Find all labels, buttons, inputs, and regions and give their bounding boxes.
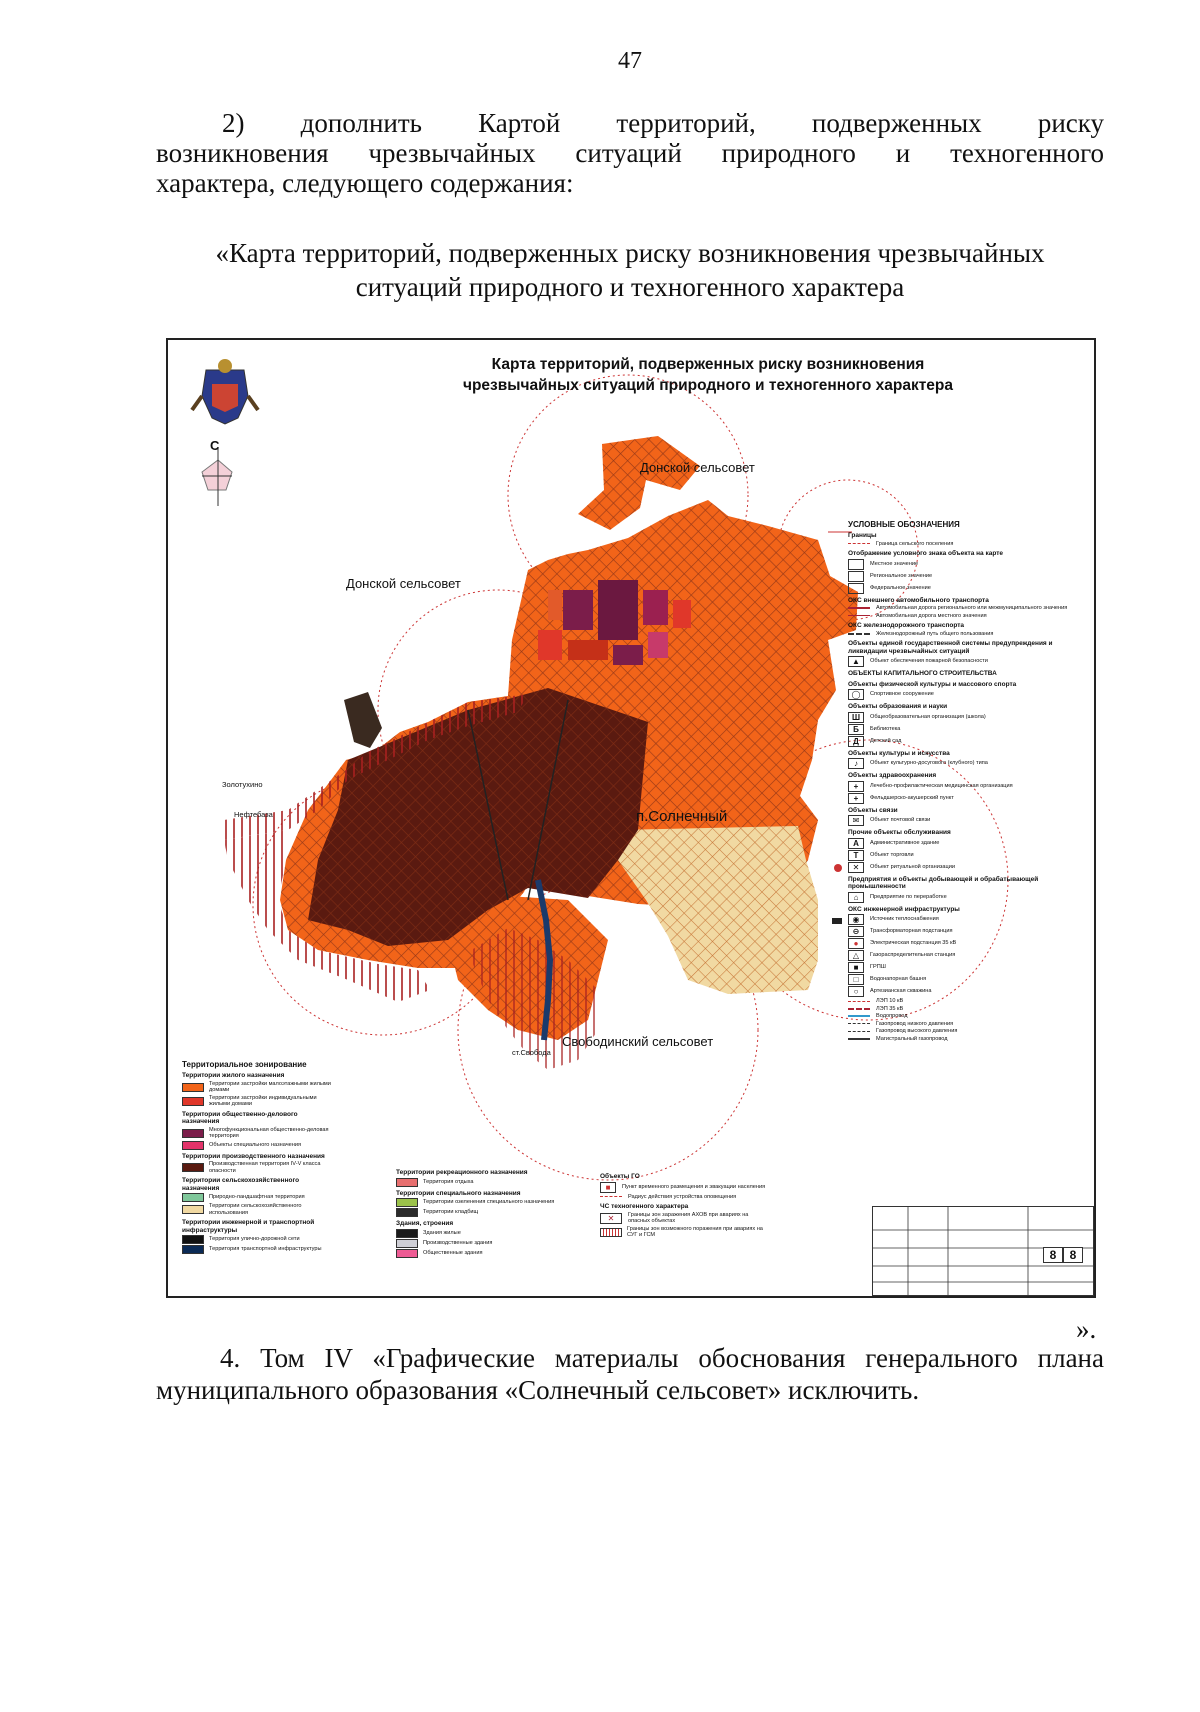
legend-item [396, 1249, 556, 1258]
label-solnechny: п.Солнечный [636, 808, 728, 825]
legend-item-text: Территории озеленения специального назначения [423, 1199, 555, 1206]
legend-item [848, 758, 1078, 769]
legend-item-text: Автомобильная дорога регионального или межмуниципального значения [876, 605, 1068, 611]
legend-item-text: Административное здание [870, 839, 940, 846]
line-swatch [848, 1001, 870, 1002]
legend-item [182, 1193, 332, 1202]
legend-item-text: Природно-ландшафтная территория [209, 1194, 305, 1201]
legend-item [600, 1226, 770, 1239]
label-west-1: Золотухино [222, 780, 263, 789]
kindergarten-icon: Д [848, 736, 864, 747]
legend-item-text: Региональное значение [870, 572, 933, 579]
label-donskoy-top: Донской сельсовет [640, 460, 755, 475]
legend-item-text: Газораспределительная станция [870, 952, 956, 959]
school-icon: Ш [848, 712, 864, 723]
legend-item [848, 793, 1078, 804]
legend-item [848, 892, 1078, 903]
line-swatch [600, 1196, 622, 1197]
color-swatch [396, 1178, 418, 1187]
legend-item [848, 724, 1078, 735]
color-swatch [396, 1239, 418, 1248]
title-block [872, 1206, 1094, 1296]
legend-item-text: Источник теплоснабжения [870, 916, 939, 923]
medical-icon: + [848, 781, 864, 792]
color-swatch [396, 1198, 418, 1207]
map-heading-line-2: ситуаций природного и техногенного характера [355, 272, 905, 302]
agricultural-zone [616, 826, 818, 994]
north-label: С [210, 438, 220, 453]
legend-item-text: Территория отдыха [423, 1178, 474, 1185]
legend-item-text: Многофункциональная общественно-деловая территория [209, 1126, 329, 1139]
label-west-2: Нефтебаза [234, 810, 273, 819]
legend-item [848, 1006, 1078, 1013]
legend-item [848, 838, 1078, 849]
map-title [428, 354, 988, 396]
legend-civil-defense [600, 1170, 770, 1240]
color-swatch [182, 1163, 204, 1172]
legend-item [848, 998, 1078, 1005]
color-swatch [396, 1249, 418, 1258]
hazard-zone-icon: ✕ [600, 1213, 622, 1224]
intro-line-1: 2) дополнить Картой территорий, подверженных риску [222, 108, 1104, 138]
legend-item-text: Водонапорная башня [870, 976, 927, 983]
legend-item [848, 986, 1078, 997]
line-swatch [848, 607, 870, 609]
line-swatch [848, 1023, 870, 1024]
legend-item [396, 1198, 556, 1207]
color-swatch [396, 1229, 418, 1238]
factory-icon: ⌂ [848, 892, 864, 903]
legend-item [396, 1208, 556, 1217]
legend-item [848, 583, 1078, 594]
legend-item-text: Лечебно-профилактическая медицинская организация [870, 782, 1013, 789]
color-swatch [182, 1235, 204, 1244]
legend-item-text: Радиус действия устройства оповещения [628, 1193, 737, 1200]
legend-item [848, 914, 1078, 925]
legend-section: ОКС инженерной инфраструктуры [848, 905, 960, 913]
legend-item-text: Трансформаторная подстанция [870, 928, 953, 935]
legend-section: Здания, строения [396, 1220, 454, 1227]
legend-item-text: ЛЭП 10 кВ [876, 998, 904, 1004]
legend-item [600, 1182, 770, 1193]
ritual-icon: ✕ [848, 862, 864, 873]
legend-item [848, 1028, 1078, 1035]
legend-item-text: Территории сельскохозяйственного использования [209, 1203, 302, 1216]
legend-section: Территории инженерной и транспортной инфраструктуры [182, 1219, 315, 1234]
map-title-line-2: чрезвычайных ситуаций природного и техногенного характера [462, 377, 954, 394]
legend-item-text: Территория транспортной инфраструктуры [209, 1246, 322, 1253]
legend-item [182, 1245, 332, 1254]
item-4-line-1: 4. Том IV «Графические материалы обоснования генерального плана [220, 1343, 1104, 1373]
legend-item-text: Магистральный газопровод [876, 1035, 948, 1042]
legend-item-text: Объект культурно-досугового (клубного) типа [870, 760, 988, 767]
intro-line-3: характера, следующего содержания: [156, 168, 574, 198]
legend-right [848, 520, 1078, 1043]
shop-icon: Т [848, 850, 864, 861]
legend-item [848, 712, 1078, 723]
fire-safety-icon: ▲ [848, 656, 864, 667]
legend-item [848, 559, 1078, 570]
legend-item-text: Объект ритуальной организации [870, 863, 955, 870]
evacuation-point-icon: ■ [600, 1182, 616, 1193]
legend-item [848, 950, 1078, 961]
map-heading [156, 236, 1104, 304]
well-icon: ○ [848, 986, 864, 997]
compass-icon [202, 448, 232, 506]
legend-item-text: Детский сад [870, 737, 902, 744]
legend-left-title: Территориальное зонирование [182, 1060, 307, 1069]
legend-section: Границы [848, 532, 877, 539]
item-4-line-2: муниципального образования «Солнечный сельсовет» исключить. [156, 1375, 920, 1405]
substation-icon: ● [848, 938, 864, 949]
map-heading-line-1: «Карта территорий, подверженных риску возникновения чрезвычайных [215, 238, 1045, 268]
legend-section: Объекты связи [848, 806, 898, 814]
gas-point-icon: ■ [848, 962, 864, 973]
line-swatch [848, 1015, 870, 1017]
legend-item [848, 736, 1078, 747]
legend-item [182, 1127, 332, 1140]
legend-item-text: Электрическая подстанция 35 кВ [870, 940, 957, 947]
legend-item-text: Общеобразовательная организация (школа) [870, 713, 986, 720]
item-4-paragraph [156, 1342, 1104, 1406]
legend-item [848, 1013, 1078, 1020]
legend-section: ЧС техногенного характера [600, 1203, 689, 1210]
legend-item-text: Границы зон заражения АХОВ при авариях на опасных объектах [628, 1211, 749, 1224]
legend-item [848, 862, 1078, 873]
legend-section: Объекты единой государственной системы предупреждения и ликвидации чрезвычайных ситуаций [848, 640, 1053, 655]
marker-icon [848, 571, 864, 582]
legend-section: Предприятия и объекты добывающей и обрабатывающей промышленности [848, 875, 1039, 890]
legend-section: Территории жилого назначения [182, 1072, 285, 1079]
legend-item [848, 656, 1078, 667]
risk-map [166, 338, 1096, 1298]
legend-right-title: УСЛОВНЫЕ ОБОЗНАЧЕНИЯ [848, 520, 960, 529]
line-swatch [848, 543, 870, 544]
gas-station-icon: △ [848, 950, 864, 961]
legend-section: Территории общественно-делового назначения [182, 1110, 298, 1125]
legend-item-text: Территории застройки индивидуальными жилыми домами [209, 1094, 317, 1107]
line-swatch [848, 1008, 870, 1010]
legend-item [848, 631, 1078, 638]
legend-section: Объекты здравоохранения [848, 772, 937, 779]
legend-item [396, 1229, 556, 1238]
legend-item-text: Территория улично-дорожной сети [209, 1236, 300, 1243]
legend-item-text: Фельдшерско-акушерский пункт [870, 794, 954, 801]
transformer-icon: ⊖ [848, 926, 864, 937]
legend-item [182, 1095, 332, 1108]
legend-section: Объекты образования и науки [848, 703, 948, 710]
legend-item [848, 815, 1078, 826]
legend-item [396, 1178, 556, 1187]
legend-item-text: Местное значение [870, 560, 919, 567]
legend-section: ОБЪЕКТЫ КАПИТАЛЬНОГО СТРОИТЕЛЬСТВА [848, 670, 997, 677]
legend-section: Объекты культуры и искусства [848, 749, 950, 757]
intro-paragraph [156, 108, 1104, 198]
legend-item [848, 689, 1078, 700]
forest-patch [344, 692, 382, 748]
legend-item-text: Производственные здания [423, 1239, 493, 1246]
legend-section: Территории рекреационного назначения [396, 1169, 528, 1176]
legend-item-text: Спортивное сооружение [870, 691, 934, 698]
color-swatch [182, 1129, 204, 1138]
legend-item-text: Водопровод [876, 1013, 908, 1019]
line-swatch [848, 615, 870, 616]
legend-section: Объекты физической культуры и массового спорта [848, 680, 1017, 688]
legend-item [848, 571, 1078, 582]
legend-item [848, 613, 1078, 620]
legend-left [182, 1060, 332, 1255]
legend-item-text: Пункт временного размещения и эвакуации населения [622, 1183, 766, 1190]
intro-line-2: возникновения чрезвычайных ситуаций природного и техногенного [156, 138, 1104, 168]
legend-section: ОКС внешнего автомобильного транспорта [848, 596, 989, 604]
sheet-number-a: 8 [1043, 1247, 1063, 1263]
admin-icon: А [848, 838, 864, 849]
legend-item [848, 962, 1078, 973]
legend-item [600, 1212, 770, 1225]
legend-item-text: Здания жилые [423, 1229, 461, 1236]
color-swatch [182, 1083, 204, 1092]
legend-item-text: Федеральное значение [870, 584, 931, 591]
legend-middle [396, 1166, 556, 1259]
sheet-number-b: 8 [1063, 1247, 1083, 1263]
legend-item [848, 541, 1078, 548]
map-title-line-1: Карта территорий, подверженных риску возникновения [491, 356, 925, 373]
legend-item [600, 1194, 770, 1201]
color-swatch [396, 1208, 418, 1217]
legend-item-text: Границы зон возможного поражения при авариях на СУГ и ГСМ [627, 1225, 763, 1238]
color-swatch [182, 1205, 204, 1214]
legend-item-text: Объект обеспечения пожарной безопасности [870, 658, 988, 665]
legend-section: Территории сельскохозяйственного назначения [182, 1177, 300, 1192]
legend-item [848, 974, 1078, 985]
color-swatch [600, 1228, 622, 1237]
line-swatch [848, 1038, 870, 1040]
legend-item [182, 1161, 332, 1174]
heat-source-icon: ◉ [848, 914, 864, 925]
legend-item-text: Объект почтовой связи [870, 817, 931, 824]
medical-icon: + [848, 793, 864, 804]
line-swatch [848, 1031, 870, 1032]
legend-item-text: Производственная территория IV-V класса опасности [209, 1161, 321, 1174]
color-swatch [182, 1141, 204, 1150]
legend-item-text: Библиотека [870, 725, 901, 732]
line-swatch [848, 633, 870, 635]
coat-of-arms-icon [192, 359, 258, 424]
legend-item-text: Общественные здания [423, 1249, 483, 1256]
legend-item-text: Территории кладбищ [423, 1209, 479, 1216]
legend-section: ОКС железнодорожного транспорта [848, 622, 965, 629]
culture-icon: ♪ [848, 758, 864, 769]
sport-icon: ◯ [848, 689, 864, 700]
legend-item-text: Артезианская скважина [870, 988, 932, 995]
label-svobodinsky: Свободинский сельсовет [562, 1034, 714, 1049]
mail-icon: ✉ [848, 815, 864, 826]
closing-quote: ». [1076, 1314, 1097, 1344]
color-swatch [182, 1193, 204, 1202]
label-svoboda: ст.Свобода [512, 1048, 551, 1057]
legend-item [182, 1081, 332, 1094]
legend-item-text: Объект торговли [870, 851, 914, 858]
marker-icon [848, 559, 864, 570]
legend-item [848, 781, 1078, 792]
legend-item-text: Газопровод высокого давления [876, 1028, 958, 1034]
legend-item-text: Железнодорожный путь общего пользования [876, 630, 994, 637]
legend-item-text: Граница сельского поселения [876, 540, 954, 547]
legend-item [396, 1239, 556, 1248]
legend-section: Территории специального назначения [396, 1189, 521, 1197]
legend-item-text: ГРПШ [870, 964, 886, 971]
legend-item [848, 926, 1078, 937]
legend-item [848, 605, 1078, 612]
legend-section: Прочие объекты обслуживания [848, 829, 951, 836]
legend-item [182, 1203, 332, 1216]
legend-section: Объекты ГО [600, 1173, 640, 1180]
water-tower-icon: □ [848, 974, 864, 985]
legend-item [848, 1021, 1078, 1028]
legend-item [848, 938, 1078, 949]
legend-item-text: Объекты специального назначения [209, 1141, 302, 1148]
legend-section: Территории производственного назначения [182, 1152, 325, 1160]
color-swatch [182, 1097, 204, 1106]
legend-section: Отображение условного знака объекта на карте [848, 550, 1004, 557]
legend-item-text: Автомобильная дорога местного значения [876, 612, 987, 619]
legend-item [182, 1141, 332, 1150]
library-icon: Б [848, 724, 864, 735]
page-number: 47 [618, 48, 642, 74]
color-swatch [182, 1245, 204, 1254]
label-donskoy-left: Донской сельсовет [346, 576, 461, 591]
legend-item-text: ЛЭП 35 кВ [876, 1005, 904, 1012]
legend-item-text: Предприятие по переработке [870, 893, 947, 900]
legend-item [848, 1036, 1078, 1043]
legend-item-text: Газопровод низкого давления [876, 1020, 954, 1027]
legend-item-text: Территории застройки малоэтажными жилыми домами [209, 1080, 331, 1093]
legend-item [848, 850, 1078, 861]
marker-icon [848, 583, 864, 594]
legend-item [182, 1235, 332, 1244]
